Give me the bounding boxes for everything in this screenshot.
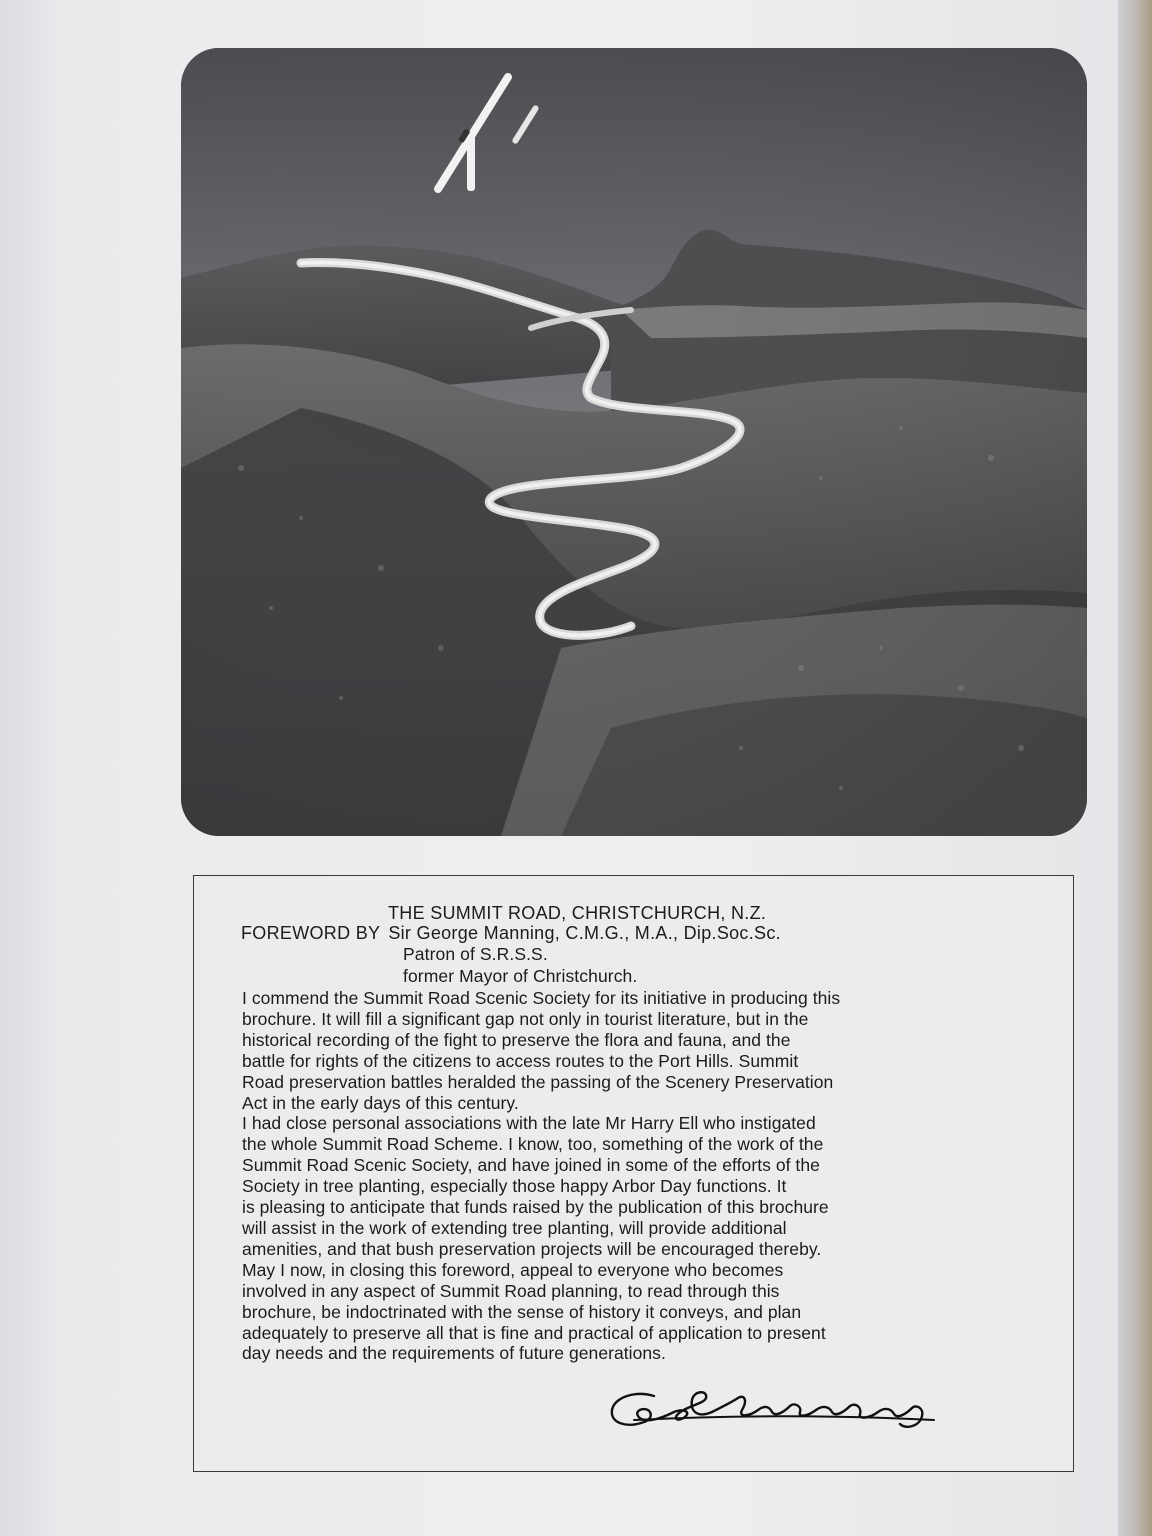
body-line: amenities, and that bush preservation projects will be encouraged thereby. [242, 1238, 822, 1259]
body-line: adequately to preserve all that is fine and practical of application to present [242, 1322, 826, 1343]
body-line: the whole Summit Road Scheme. I know, too, something of the work of the [242, 1134, 824, 1155]
byline-label: FOREWORD BY [241, 923, 381, 943]
byline-name: Sir George Manning, C.M.G., M.A., Dip.Soc.Sc. [388, 923, 781, 943]
foreword-box [193, 875, 1074, 1472]
body-line: May I now, in closing this foreword, appeal to everyone who becomes [242, 1259, 784, 1280]
signature [594, 1376, 1024, 1446]
foreword-byline [241, 923, 781, 944]
body-line: I commend the Summit Road Scenic Society for its initiative in producing this [242, 988, 841, 1008]
body-line: Society in tree planting, especially those happy Arbor Day functions. It [242, 1176, 787, 1197]
body-line: Summit Road Scenic Society, and have joined in some of the efforts of the [242, 1155, 820, 1176]
glider-over-summit-road-photo-icon [181, 48, 1087, 836]
body-line: involved in any aspect of Summit Road planning, to read through this [242, 1280, 780, 1301]
body-line: brochure. It will fill a significant gap not only in tourist literature, but in the [242, 1008, 809, 1029]
summit-road-photo [181, 48, 1087, 836]
body-line: battle for rights of the citizens to access routes to the Port Hills. Summit [242, 1050, 799, 1071]
byline-subtitle-patron: Patron of S.R.S.S. [403, 944, 548, 964]
byline-subtitle-mayor: former Mayor of Christchurch. [403, 966, 638, 986]
body-line: brochure, be indoctrinated with the sense of history it conveys, and plan [242, 1301, 802, 1322]
handwritten-signature-icon [594, 1376, 1024, 1446]
body-line: Road preservation battles heralded the passing of the Scenery Preservation [242, 1071, 834, 1092]
body-line: day needs and the requirements of future generations. [242, 1343, 666, 1364]
next-page-edge [1118, 0, 1152, 1536]
body-line: I had close personal associations with the late Mr Harry Ell who instigated [242, 1113, 816, 1134]
body-line: Act in the early days of this century. [242, 1092, 519, 1113]
body-line: will assist in the work of extending tree planting, will provide additional [242, 1217, 787, 1238]
body-line: is pleasing to anticipate that funds raised by the publication of this brochure [242, 1197, 829, 1218]
foreword-body [242, 988, 1062, 1364]
body-line: historical recording of the fight to preserve the flora and fauna, and the [242, 1029, 791, 1050]
foreword-title: THE SUMMIT ROAD, CHRISTCHURCH, N.Z. [388, 903, 767, 923]
